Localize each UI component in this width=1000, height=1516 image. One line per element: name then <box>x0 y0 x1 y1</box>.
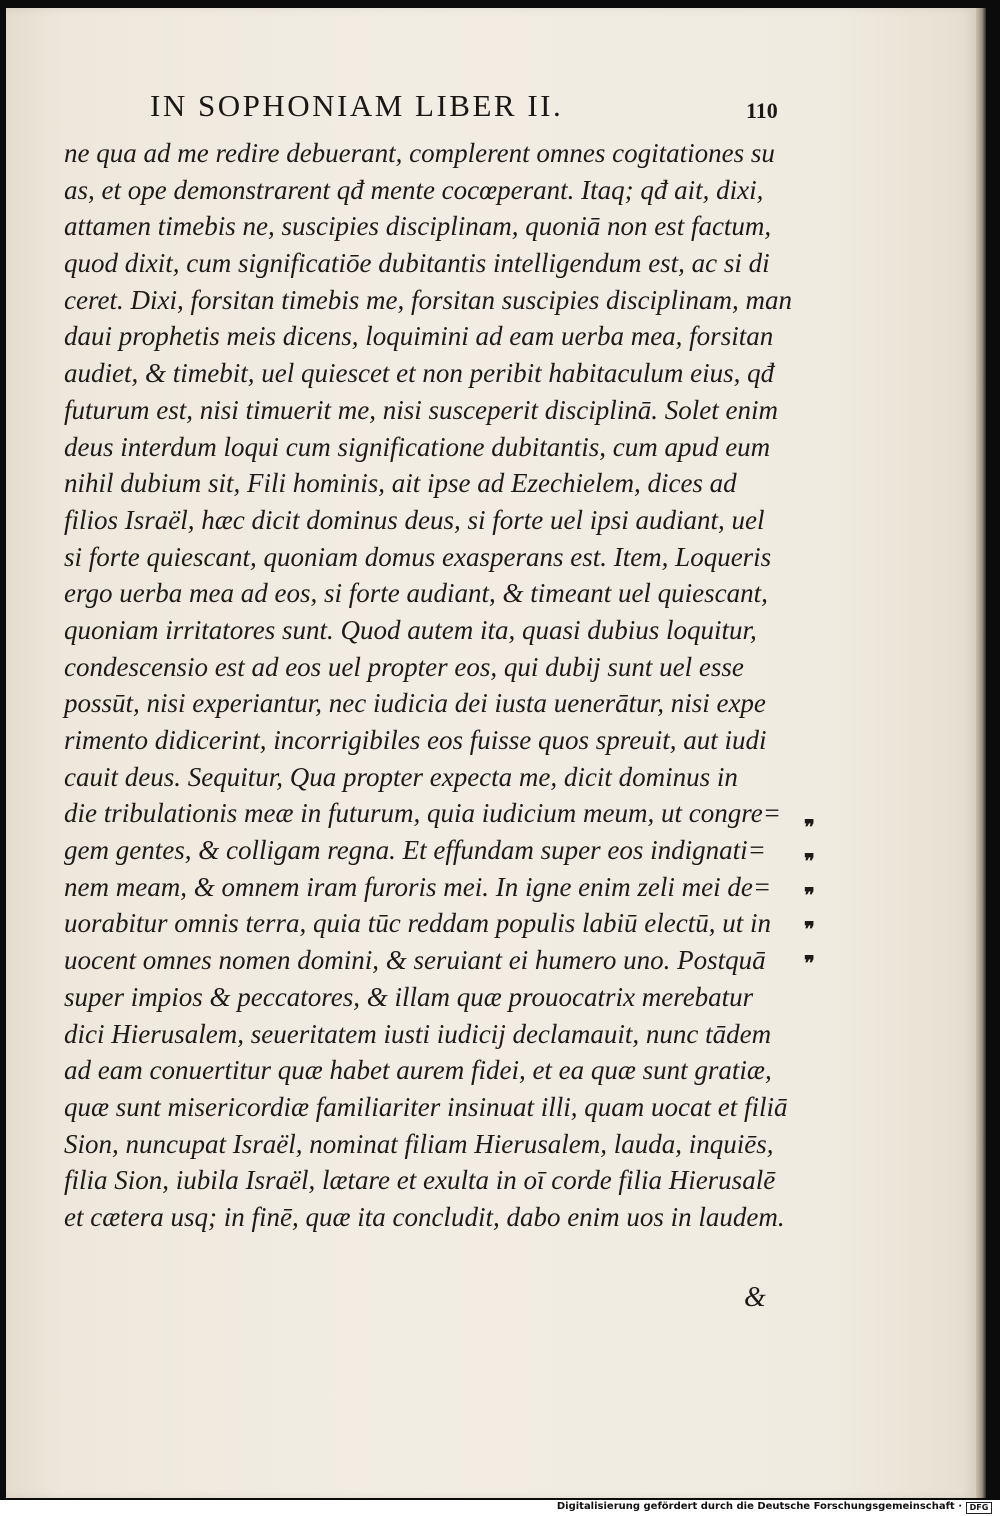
text-line: attamen timebis ne, suscipies disciplinam, quoniā non est factum, <box>64 211 772 242</box>
margin-quotation-marks <box>804 810 834 980</box>
text-line: si forte quiescant, quoniam domus exasperans est. Item, Loqueris <box>64 541 772 572</box>
quotation-mark: ❞ <box>804 951 815 975</box>
funding-credit: Digitalisierung gefördert durch die Deutsche Forschungsgemeinschaft · <box>556 1501 962 1512</box>
text-line: et cætera usq; in finē, quæ ita concludit, dabo enim uos in laudem. <box>64 1201 785 1232</box>
text-line: ceret. Dixi, forsitan timebis me, forsitan suscipies disciplinam, man <box>64 284 792 315</box>
text-line: daui prophetis meis dicens, loquimini ad eam uerba mea, forsitan <box>64 321 774 352</box>
running-head: IN SOPHONIAM LIBER II. <box>150 88 564 123</box>
text-line: possūt, nisi experiantur, nec iudicia dei iusta uenerātur, nisi expe <box>64 688 766 719</box>
text-line: audiet, & timebit, uel quiescet et non peribit habitaculum eius, qđ <box>64 358 775 389</box>
text-line: ne qua ad me redire debuerant, complerent omnes cogitationes su <box>64 138 775 168</box>
text-line: quoniam irritatores sunt. Quod autem ita, quasi dubius loquitur, <box>64 614 757 645</box>
text-line: ergo uerba mea ad eos, si forte audiant, & timeant uel quiescant, <box>64 578 768 609</box>
text-line: dici Hierusalem, seueritatem iusti iudicij declamauit, nunc tādem <box>64 1018 772 1049</box>
text-line: futurum est, nisi timuerit me, nisi susceperit disciplinā. Solet enim <box>64 394 778 425</box>
quotation-mark: ❞ <box>804 815 815 839</box>
text-line: gem gentes, & colligam regna. Et effundam super eos indignati= <box>64 835 766 866</box>
quotation-mark: ❞ <box>804 849 815 873</box>
text-line: filios Israël, hæc dicit dominus deus, si forte uel ipsi audiant, uel <box>64 504 765 535</box>
quotation-mark: ❞ <box>804 917 815 941</box>
dfg-logo: DFG <box>966 1502 992 1514</box>
catchword: & <box>744 1282 766 1313</box>
text-line: uorabitur omnis terra, quia tūc reddam populis labiū electū, ut in <box>64 908 771 939</box>
text-line: die tribulationis meæ in futurum, quia iudicium meum, ut congre= <box>64 798 781 829</box>
text-line: quod dixit, cum significatiōe dubitantis intelligendum est, ac si di <box>64 248 770 279</box>
text-line: nihil dubium sit, Fili hominis, ait ipse ad Ezechielem, dices ad <box>64 468 737 499</box>
body-text <box>64 135 792 1236</box>
text-line: super impios & peccatores, & illam quæ prouocatrix merebatur <box>64 981 754 1012</box>
page-edge <box>976 8 986 1498</box>
text-line: condescensio est ad eos uel propter eos, qui dubij sunt uel esse <box>64 651 744 682</box>
text-line: rimento didicerint, incorrigibiles eos fuisse quos spreuit, aut iudi <box>64 725 767 755</box>
text-line: as, et ope demonstrarent qđ mente cocœperant. Itaq; qđ ait, dixi, <box>64 174 764 205</box>
quotation-mark: ❞ <box>804 883 815 907</box>
text-line: Sion, nuncupat Israël, nominat filiam Hierusalem, lauda, inquiēs, <box>64 1128 774 1159</box>
text-line: ad eam conuertitur quæ habet aurem fidei, et ea quæ sunt gratiæ, <box>64 1055 772 1086</box>
text-line: deus interdum loqui cum significatione dubitantis, cum apud eum <box>64 431 771 462</box>
text-line: nem meam, & omnem iram furoris mei. In igne enim zeli mei de= <box>64 871 772 902</box>
text-line: filia Sion, iubila Israël, lætare et exulta in oī corde filia Hierusalē <box>64 1165 776 1196</box>
text-line: uocent omnes nomen domini, & seruiant ei humero uno. Postquā <box>64 945 766 976</box>
text-line: quæ sunt misericordiæ familiariter insinuat illi, quam uocat et filiā <box>64 1091 788 1122</box>
folio-number: 110 <box>746 98 778 123</box>
text-line: cauit deus. Sequitur, Qua propter expecta me, dicit dominus in <box>64 761 738 792</box>
